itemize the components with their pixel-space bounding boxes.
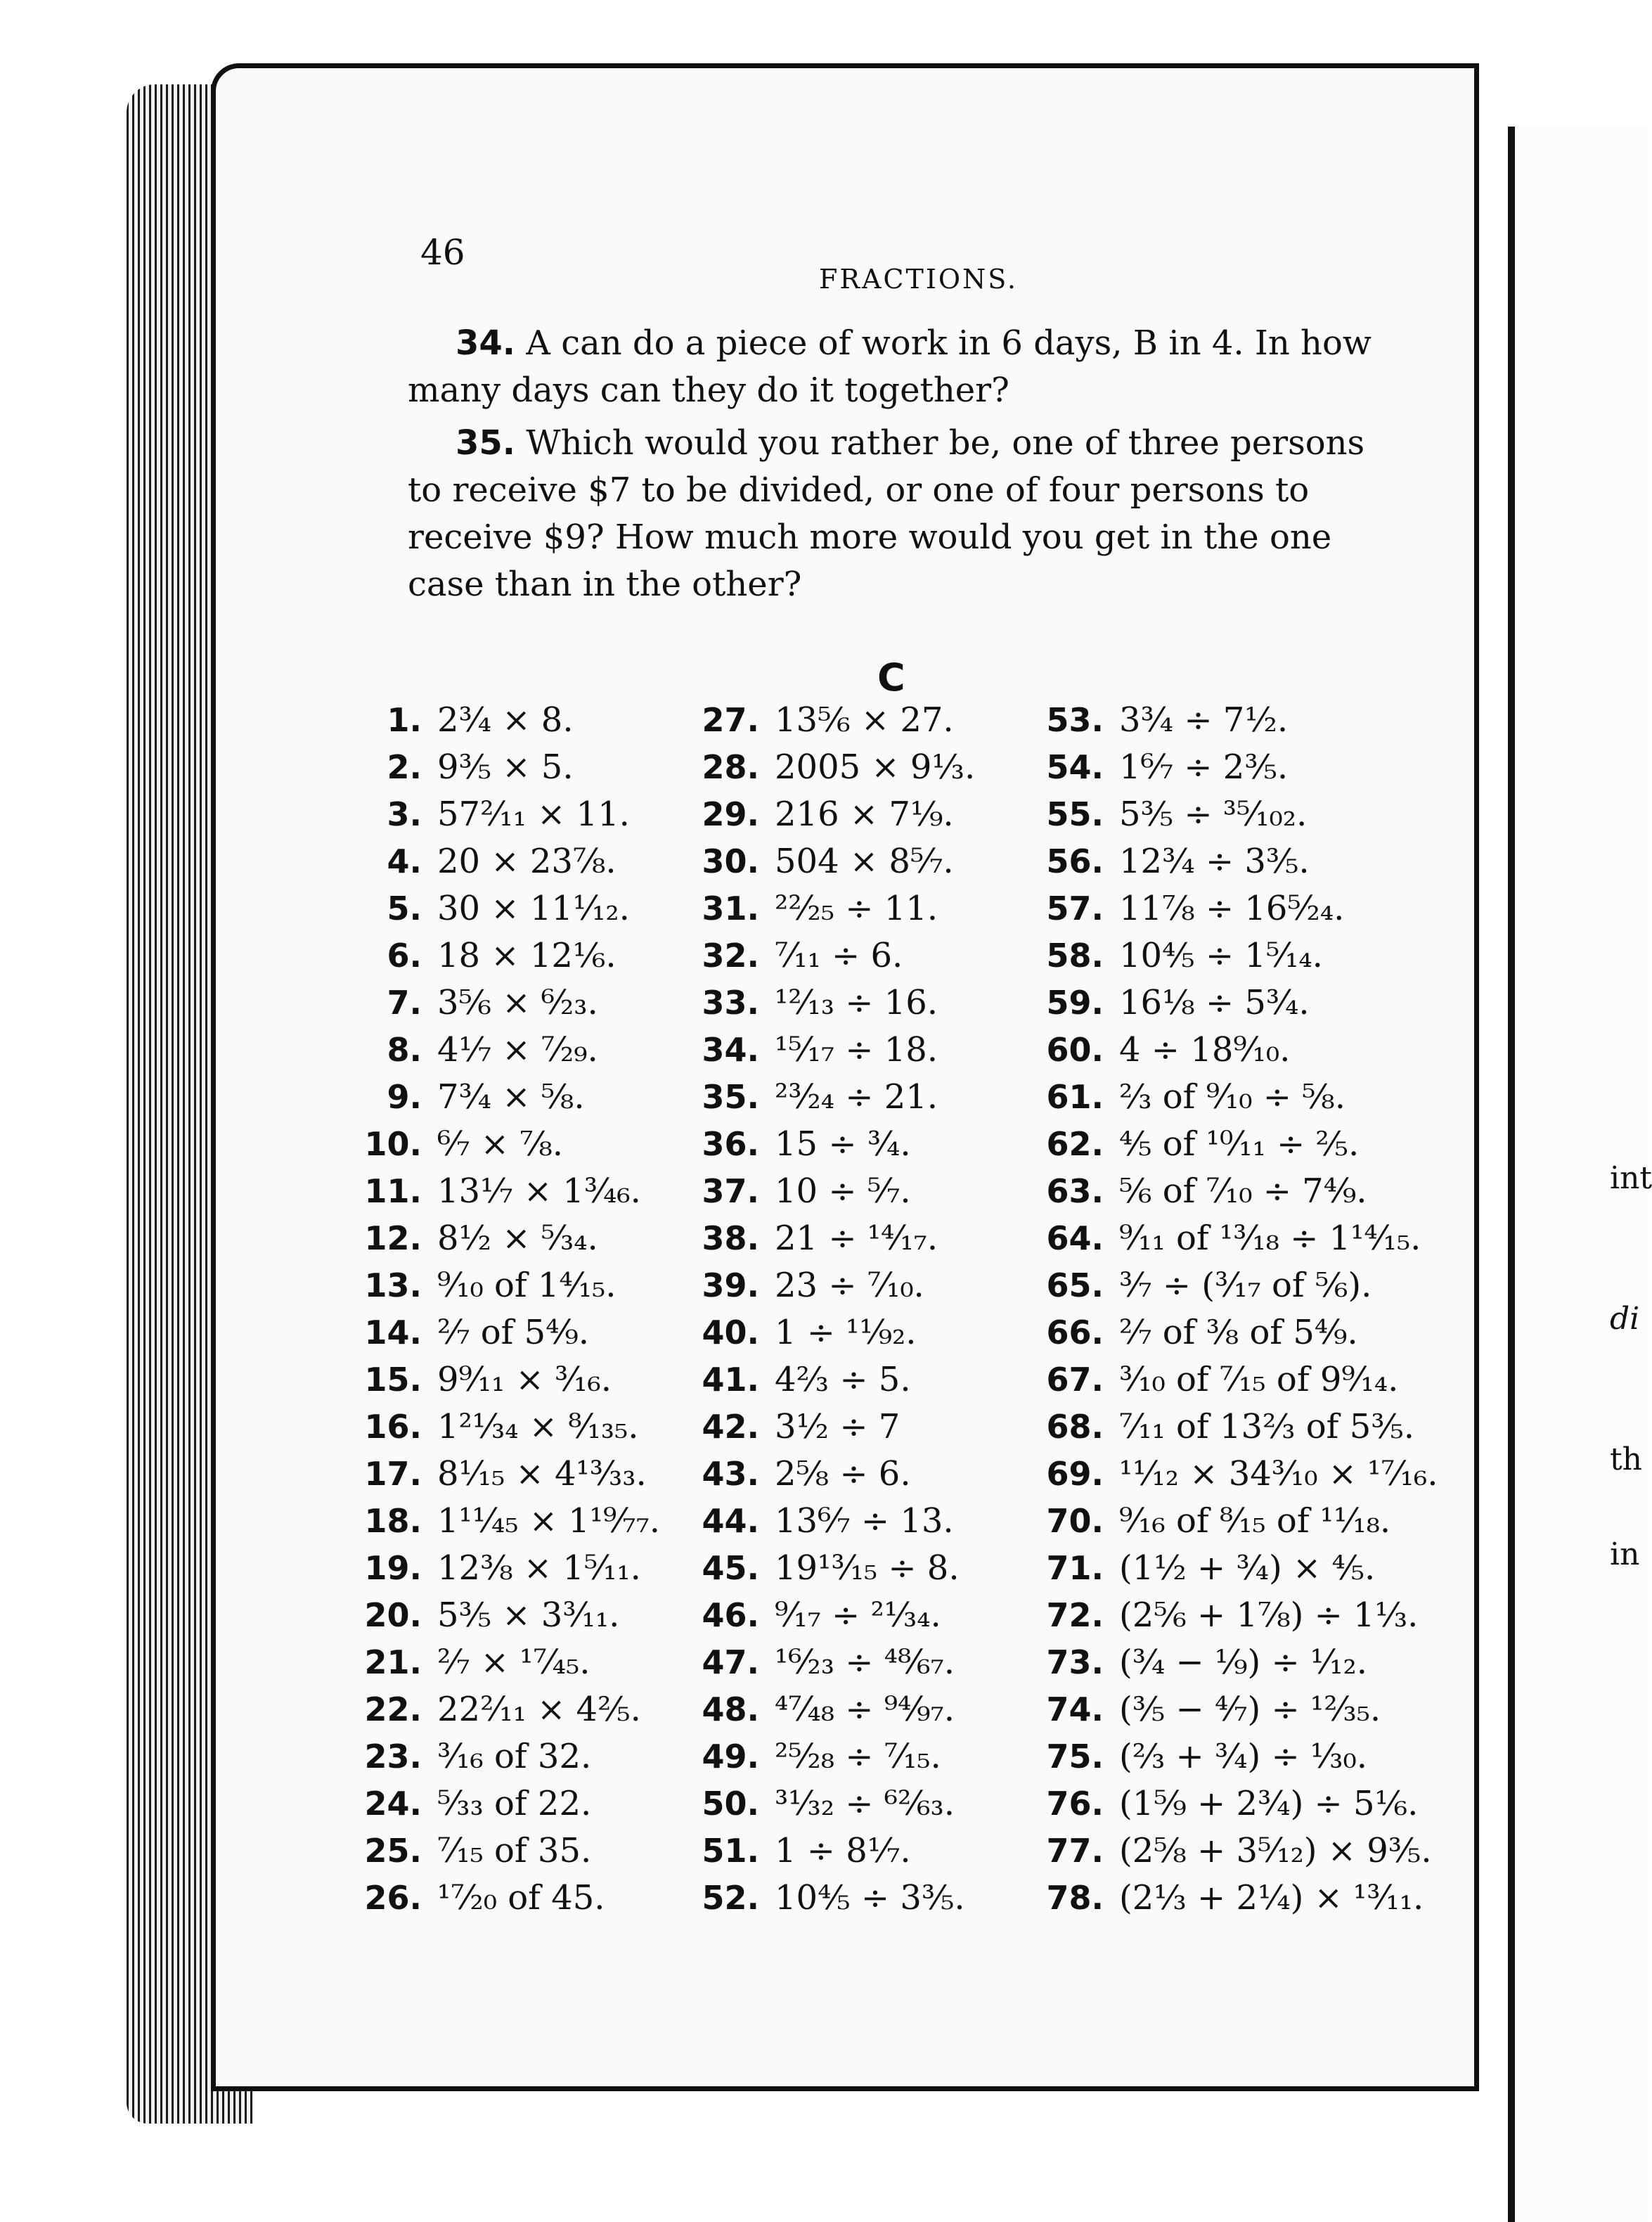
exercise-expression: 5⅗ × 3³⁄₁₁. (437, 1595, 620, 1635)
exercise-expression: ¹¹⁄₁₂ × 34³⁄₁₀ × ¹⁷⁄₁₆. (1119, 1453, 1438, 1494)
exercise-expression: 1 ÷ 8⅐. (775, 1830, 911, 1870)
exercise-expression: 16⅛ ÷ 5¾. (1119, 982, 1310, 1022)
exercise-expression: ⅔ of ⁹⁄₁₀ ÷ ⅝. (1119, 1077, 1346, 1117)
exercise-expression: ²⁄₇ of 5⁴⁄₉. (437, 1312, 589, 1352)
exercise-number: 39. (702, 1266, 759, 1304)
exercise-number: 36. (702, 1124, 759, 1163)
exercise-number: 49. (702, 1737, 759, 1775)
facing-page-fragment: in (1610, 1536, 1640, 1572)
exercise-expression: 3¾ ÷ 7½. (1119, 700, 1289, 740)
exercise-item (668, 1733, 975, 1780)
exercise-expression: 30 × 11¹⁄₁₂. (437, 888, 630, 928)
exercise-expression: (¾ − ⅑) ÷ ¹⁄₁₂. (1119, 1642, 1367, 1682)
exercise-number: 20. (364, 1595, 422, 1634)
exercise-number: 55. (1046, 795, 1104, 833)
exercise-number: 61. (1046, 1077, 1104, 1116)
section-letter: C (877, 655, 905, 700)
exercise-number: 56. (1046, 842, 1104, 880)
exercise-expression: ⁷⁄₁₁ of 13⅔ of 5⅗. (1119, 1406, 1415, 1446)
exercise-item (998, 1497, 1438, 1544)
exercise-expression: 13⅐ × 1³⁄₄₆. (437, 1171, 641, 1211)
exercise-item (998, 1450, 1438, 1497)
exercise-number: 43. (702, 1454, 759, 1493)
exercise-expression: (2⅚ + 1⅞) ÷ 1⅓. (1119, 1595, 1419, 1635)
exercise-number: 29. (702, 795, 759, 833)
exercise-expression: 10 ÷ ⁵⁄₇. (775, 1171, 911, 1211)
exercise-number: 19. (364, 1548, 422, 1587)
exercise-number: 42. (702, 1407, 759, 1446)
exercise-number: 22. (364, 1690, 422, 1728)
exercise-expression: ¹⁶⁄₂₃ ÷ ⁴⁸⁄₆₇. (775, 1642, 955, 1682)
exercise-number: 73. (1046, 1643, 1104, 1681)
exercise-number: 10. (364, 1124, 422, 1163)
exercise-item (668, 1120, 975, 1167)
exercise-expression: 9⅗ × 5. (437, 747, 574, 787)
exercise-item (668, 696, 975, 743)
exercise-number: 28. (702, 747, 759, 786)
exercise-item (330, 885, 660, 932)
problem-text: A can do a piece of work in 6 days, B in 4. In how many days can they do it together? (408, 323, 1372, 410)
exercise-number: 65. (1046, 1266, 1104, 1304)
exercise-expression: 4⅔ ÷ 5. (775, 1359, 911, 1399)
exercise-number: 44. (702, 1501, 759, 1540)
exercise-expression: 2005 × 9⅓. (775, 747, 976, 787)
exercise-number: 46. (702, 1595, 759, 1634)
exercise-item (668, 932, 975, 979)
exercise-expression: (2⅝ + 3⁵⁄₁₂) × 9⅗. (1119, 1830, 1432, 1870)
exercise-item (330, 1497, 660, 1544)
exercise-column-2 (668, 696, 975, 1921)
exercise-expression: 10⅘ ÷ 3⅗. (775, 1877, 965, 1918)
exercise-expression: 3⅚ × ⁶⁄₂₃. (437, 982, 598, 1022)
exercise-expression: (⅔ + ¾) ÷ ¹⁄₃₀. (1119, 1736, 1367, 1776)
exercise-number: 54. (1046, 747, 1104, 786)
exercise-number: 37. (702, 1171, 759, 1210)
exercise-number: 34. (702, 1030, 759, 1069)
exercise-item (330, 1261, 660, 1309)
exercise-number: 16. (364, 1407, 422, 1446)
exercise-item (668, 1261, 975, 1309)
exercise-item (998, 932, 1438, 979)
exercise-expression: ⁹⁄₁₁ of ¹³⁄₁₈ ÷ 1¹⁴⁄₁₅. (1119, 1218, 1421, 1258)
exercise-expression: 5⅗ ÷ ³⁵⁄₁₀₂. (1119, 794, 1308, 834)
exercise-number: 27. (702, 700, 759, 739)
word-problem-35 (408, 420, 1406, 608)
exercise-item (330, 1450, 660, 1497)
exercise-expression: 1 ÷ ¹¹⁄₉₂. (775, 1312, 917, 1352)
exercise-expression: 7¾ × ⅝. (437, 1077, 585, 1117)
exercise-item (330, 979, 660, 1026)
exercise-item (998, 743, 1438, 790)
exercise-item (998, 1214, 1438, 1261)
exercise-number: 51. (702, 1831, 759, 1870)
exercise-number: 47. (702, 1643, 759, 1681)
exercise-expression: 20 × 23⁷⁄₈. (437, 841, 617, 881)
exercise-number: 72. (1046, 1595, 1104, 1634)
exercise-number: 76. (1046, 1784, 1104, 1823)
exercise-expression: ⁹⁄₁₀ of 1⁴⁄₁₅. (437, 1265, 617, 1305)
exercise-item (998, 1261, 1438, 1309)
exercise-item (330, 1120, 660, 1167)
exercise-expression: ⁶⁄₇ × ⅞. (437, 1124, 564, 1164)
exercise-expression: 3½ ÷ 7 (775, 1406, 901, 1446)
exercise-expression: ⅚ of ⁷⁄₁₀ ÷ 7⁴⁄₉. (1119, 1171, 1367, 1211)
exercise-item (668, 1214, 975, 1261)
exercise-expression: 1²¹⁄₃₄ × ⁸⁄₁₃₅. (437, 1406, 639, 1446)
exercise-number: 24. (364, 1784, 422, 1823)
exercise-expression: (1⁵⁄₉ + 2¾) ÷ 5⅙. (1119, 1783, 1419, 1823)
exercise-expression: ³⁄₁₀ of ⁷⁄₁₅ of 9⁹⁄₁₄. (1119, 1359, 1399, 1399)
exercise-number: 3. (387, 795, 422, 833)
exercise-number: 8. (387, 1030, 422, 1069)
exercise-number: 57. (1046, 889, 1104, 927)
exercise-number: 33. (702, 983, 759, 1022)
exercise-expression: 12¾ ÷ 3⅗. (1119, 841, 1310, 881)
running-head: FRACTIONS. (819, 264, 1019, 295)
exercise-item (330, 1780, 660, 1827)
exercise-expression: 1⁶⁄₇ ÷ 2⅗. (1119, 747, 1289, 787)
exercise-expression: ²⁄₇ of ⅜ of 5⁴⁄₉. (1119, 1312, 1358, 1352)
exercise-expression: 18 × 12⅙. (437, 935, 617, 975)
exercise-number: 58. (1046, 936, 1104, 975)
exercise-item (668, 885, 975, 932)
exercise-number: 64. (1046, 1219, 1104, 1257)
exercise-expression: ¹⁷⁄₂₀ of 45. (437, 1877, 605, 1918)
exercise-number: 60. (1046, 1030, 1104, 1069)
word-problem-34 (408, 320, 1406, 414)
exercise-number: 68. (1046, 1407, 1104, 1446)
exercise-item (668, 1167, 975, 1214)
exercise-item (998, 979, 1438, 1026)
exercise-number: 17. (364, 1454, 422, 1493)
exercise-expression: 23 ÷ ⁷⁄₁₀. (775, 1265, 924, 1305)
exercise-number: 30. (702, 842, 759, 880)
exercise-item (998, 1356, 1438, 1403)
exercise-item (330, 1685, 660, 1733)
exercise-item (998, 1544, 1438, 1591)
exercise-item (330, 1026, 660, 1073)
exercise-item (330, 1544, 660, 1591)
exercise-expression: ³⁄₁₆ of 32. (437, 1736, 592, 1776)
page-number: 46 (420, 232, 465, 273)
exercise-item (998, 1591, 1438, 1638)
exercise-number: 69. (1046, 1454, 1104, 1493)
exercise-item (998, 1073, 1438, 1120)
exercise-item (330, 1214, 660, 1261)
exercise-item (998, 1638, 1438, 1685)
exercise-number: 40. (702, 1313, 759, 1351)
exercise-expression: 13⁶⁄₇ ÷ 13. (775, 1501, 954, 1541)
exercise-number: 14. (364, 1313, 422, 1351)
exercise-expression: (2⅓ + 2¼) × ¹³⁄₁₁. (1119, 1877, 1424, 1918)
exercise-item (668, 837, 975, 885)
exercise-number: 41. (702, 1360, 759, 1399)
exercise-expression: 13⅚ × 27. (775, 700, 954, 740)
exercise-item (668, 1638, 975, 1685)
exercise-item (998, 1827, 1438, 1874)
exercise-expression: 9⁹⁄₁₁ × ³⁄₁₆. (437, 1359, 612, 1399)
exercise-item (330, 743, 660, 790)
exercise-item (330, 1591, 660, 1638)
facing-page-fragment: th (1610, 1441, 1643, 1477)
exercise-number: 21. (364, 1643, 422, 1681)
exercise-number: 78. (1046, 1878, 1104, 1917)
exercise-item (998, 1026, 1438, 1073)
exercise-item (668, 1356, 975, 1403)
exercise-item (998, 1167, 1438, 1214)
exercise-item (330, 1073, 660, 1120)
exercise-number: 71. (1046, 1548, 1104, 1587)
exercise-number: 62. (1046, 1124, 1104, 1163)
exercise-column-3 (998, 696, 1438, 1921)
exercise-item (998, 885, 1438, 932)
exercise-expression: 8¹⁄₁₅ × 4¹³⁄₃₃. (437, 1453, 647, 1494)
exercise-item (668, 790, 975, 837)
exercise-item (330, 1874, 660, 1921)
exercise-number: 67. (1046, 1360, 1104, 1399)
exercise-expression: (1½ + ¾) × ⅘. (1119, 1548, 1376, 1588)
exercise-item (330, 1827, 660, 1874)
exercise-expression: 216 × 7⅑. (775, 794, 954, 834)
exercise-number: 12. (364, 1219, 422, 1257)
exercise-item (330, 1638, 660, 1685)
exercise-item (330, 1356, 660, 1403)
exercise-number: 7. (387, 983, 422, 1022)
exercise-item (998, 1874, 1438, 1921)
exercise-expression: ³⁄₇ ÷ (³⁄₁₇ of ⅚). (1119, 1265, 1372, 1305)
problem-number: 34. (456, 323, 516, 363)
exercise-item (998, 837, 1438, 885)
exercise-number: 53. (1046, 700, 1104, 739)
exercise-number: 13. (364, 1266, 422, 1304)
exercise-item (998, 1403, 1438, 1450)
exercise-item (998, 696, 1438, 743)
exercise-item (998, 1120, 1438, 1167)
exercise-number: 23. (364, 1737, 422, 1775)
exercise-number: 32. (702, 936, 759, 975)
exercise-expression: ²⁄₇ × ¹⁷⁄₄₅. (437, 1642, 591, 1682)
exercise-item (668, 1450, 975, 1497)
problem-text: Which would you rather be, one of three persons to receive $7 to be divided, or one of four persons to receive $9? How much more would you get in the one case than in the other? (408, 423, 1365, 604)
exercise-item (998, 1685, 1438, 1733)
exercise-item (998, 1309, 1438, 1356)
facing-page-fragment: int (1610, 1160, 1652, 1196)
exercise-item (998, 1780, 1438, 1827)
exercise-expression: ⁵⁄₃₃ of 22. (437, 1783, 592, 1823)
exercise-expression: 4 ÷ 18⁹⁄₁₀. (1119, 1029, 1291, 1070)
problem-number: 35. (456, 423, 516, 463)
exercise-expression: ⁹⁄₁₇ ÷ ²¹⁄₃₄. (775, 1595, 941, 1635)
exercise-expression: ⁴⁷⁄₄₈ ÷ ⁹⁴⁄₉₇. (775, 1689, 955, 1729)
exercise-number: 70. (1046, 1501, 1104, 1540)
exercise-expression: ¹⁵⁄₁₇ ÷ 18. (775, 1029, 938, 1070)
exercise-number: 35. (702, 1077, 759, 1116)
exercise-item (668, 1544, 975, 1591)
exercise-column-1 (330, 696, 660, 1921)
exercise-item (668, 1780, 975, 1827)
exercise-number: 26. (364, 1878, 422, 1917)
exercise-expression: 504 × 8⁵⁄₇. (775, 841, 954, 881)
exercise-item (668, 1591, 975, 1638)
exercise-number: 77. (1046, 1831, 1104, 1870)
exercise-number: 5. (387, 889, 422, 927)
exercise-number: 11. (364, 1171, 422, 1210)
exercise-expression: 10⅘ ÷ 1⁵⁄₁₄. (1119, 935, 1323, 975)
exercise-item (668, 743, 975, 790)
exercise-item (668, 1309, 975, 1356)
exercise-expression: 12⅜ × 1⁵⁄₁₁. (437, 1548, 641, 1588)
exercise-item (330, 790, 660, 837)
exercise-number: 2. (387, 747, 422, 786)
exercise-item (330, 837, 660, 885)
exercise-item (668, 979, 975, 1026)
exercise-number: 4. (387, 842, 422, 880)
exercise-number: 15. (364, 1360, 422, 1399)
exercise-number: 1. (387, 700, 422, 739)
exercise-expression: 2⅝ ÷ 6. (775, 1453, 911, 1494)
exercise-expression: 22²⁄₁₁ × 4⅖. (437, 1689, 641, 1729)
exercise-number: 18. (364, 1501, 422, 1540)
exercise-number: 63. (1046, 1171, 1104, 1210)
exercise-expression: ²³⁄₂₄ ÷ 21. (775, 1077, 938, 1117)
exercise-item (998, 790, 1438, 837)
exercise-item (330, 1309, 660, 1356)
exercise-item (330, 696, 660, 743)
exercise-item (330, 1733, 660, 1780)
exercise-expression: ²⁵⁄₂₈ ÷ ⁷⁄₁₅. (775, 1736, 941, 1776)
exercise-expression: ²²⁄₂₅ ÷ 11. (775, 888, 938, 928)
exercise-expression: 4⅐ × ⁷⁄₂₉. (437, 1029, 598, 1070)
exercise-item (330, 1167, 660, 1214)
exercise-expression: ⁷⁄₁₅ of 35. (437, 1830, 592, 1870)
exercise-item (330, 1403, 660, 1450)
exercise-item (668, 1073, 975, 1120)
exercise-number: 6. (387, 936, 422, 975)
exercise-expression: ³¹⁄₃₂ ÷ ⁶²⁄₆₃. (775, 1783, 955, 1823)
exercise-expression: 57²⁄₁₁ × 11. (437, 794, 630, 834)
exercise-item (668, 1874, 975, 1921)
exercise-number: 66. (1046, 1313, 1104, 1351)
exercise-expression: 21 ÷ ¹⁴⁄₁₇. (775, 1218, 938, 1258)
exercise-expression: 11⅞ ÷ 16⁵⁄₂₄. (1119, 888, 1345, 928)
exercise-expression: 1¹¹⁄₄₅ × 1¹⁹⁄₇₇. (437, 1501, 661, 1541)
exercise-expression: ⁷⁄₁₁ ÷ 6. (775, 935, 903, 975)
exercise-number: 25. (364, 1831, 422, 1870)
exercise-item (330, 932, 660, 979)
exercise-number: 38. (702, 1219, 759, 1257)
exercise-item (668, 1497, 975, 1544)
exercise-item (998, 1733, 1438, 1780)
facing-page-fragment: di (1610, 1301, 1640, 1337)
exercise-number: 9. (387, 1077, 422, 1116)
exercise-number: 50. (702, 1784, 759, 1823)
exercise-number: 48. (702, 1690, 759, 1728)
exercise-number: 59. (1046, 983, 1104, 1022)
exercise-number: 75. (1046, 1737, 1104, 1775)
exercise-expression: 19¹³⁄₁₅ ÷ 8. (775, 1548, 960, 1588)
gutter (1508, 127, 1515, 2222)
exercise-number: 45. (702, 1548, 759, 1587)
exercise-expression: 15 ÷ ¾. (775, 1124, 911, 1164)
exercise-expression: ¹²⁄₁₃ ÷ 16. (775, 982, 938, 1022)
exercise-number: 52. (702, 1878, 759, 1917)
exercise-item (668, 1026, 975, 1073)
exercise-number: 74. (1046, 1690, 1104, 1728)
exercise-expression: 2¾ × 8. (437, 700, 574, 740)
exercise-item (668, 1685, 975, 1733)
exercise-number: 31. (702, 889, 759, 927)
exercise-expression: ⁹⁄₁₆ of ⁸⁄₁₅ of ¹¹⁄₁₈. (1119, 1501, 1391, 1541)
exercise-item (668, 1827, 975, 1874)
exercise-expression: ⅘ of ¹⁰⁄₁₁ ÷ ⅖. (1119, 1124, 1360, 1164)
exercise-item (668, 1403, 975, 1450)
exercise-expression: (⅗ − ⁴⁄₇) ÷ ¹²⁄₃₅. (1119, 1689, 1381, 1729)
exercise-expression: 8½ × ⁵⁄₃₄. (437, 1218, 598, 1258)
